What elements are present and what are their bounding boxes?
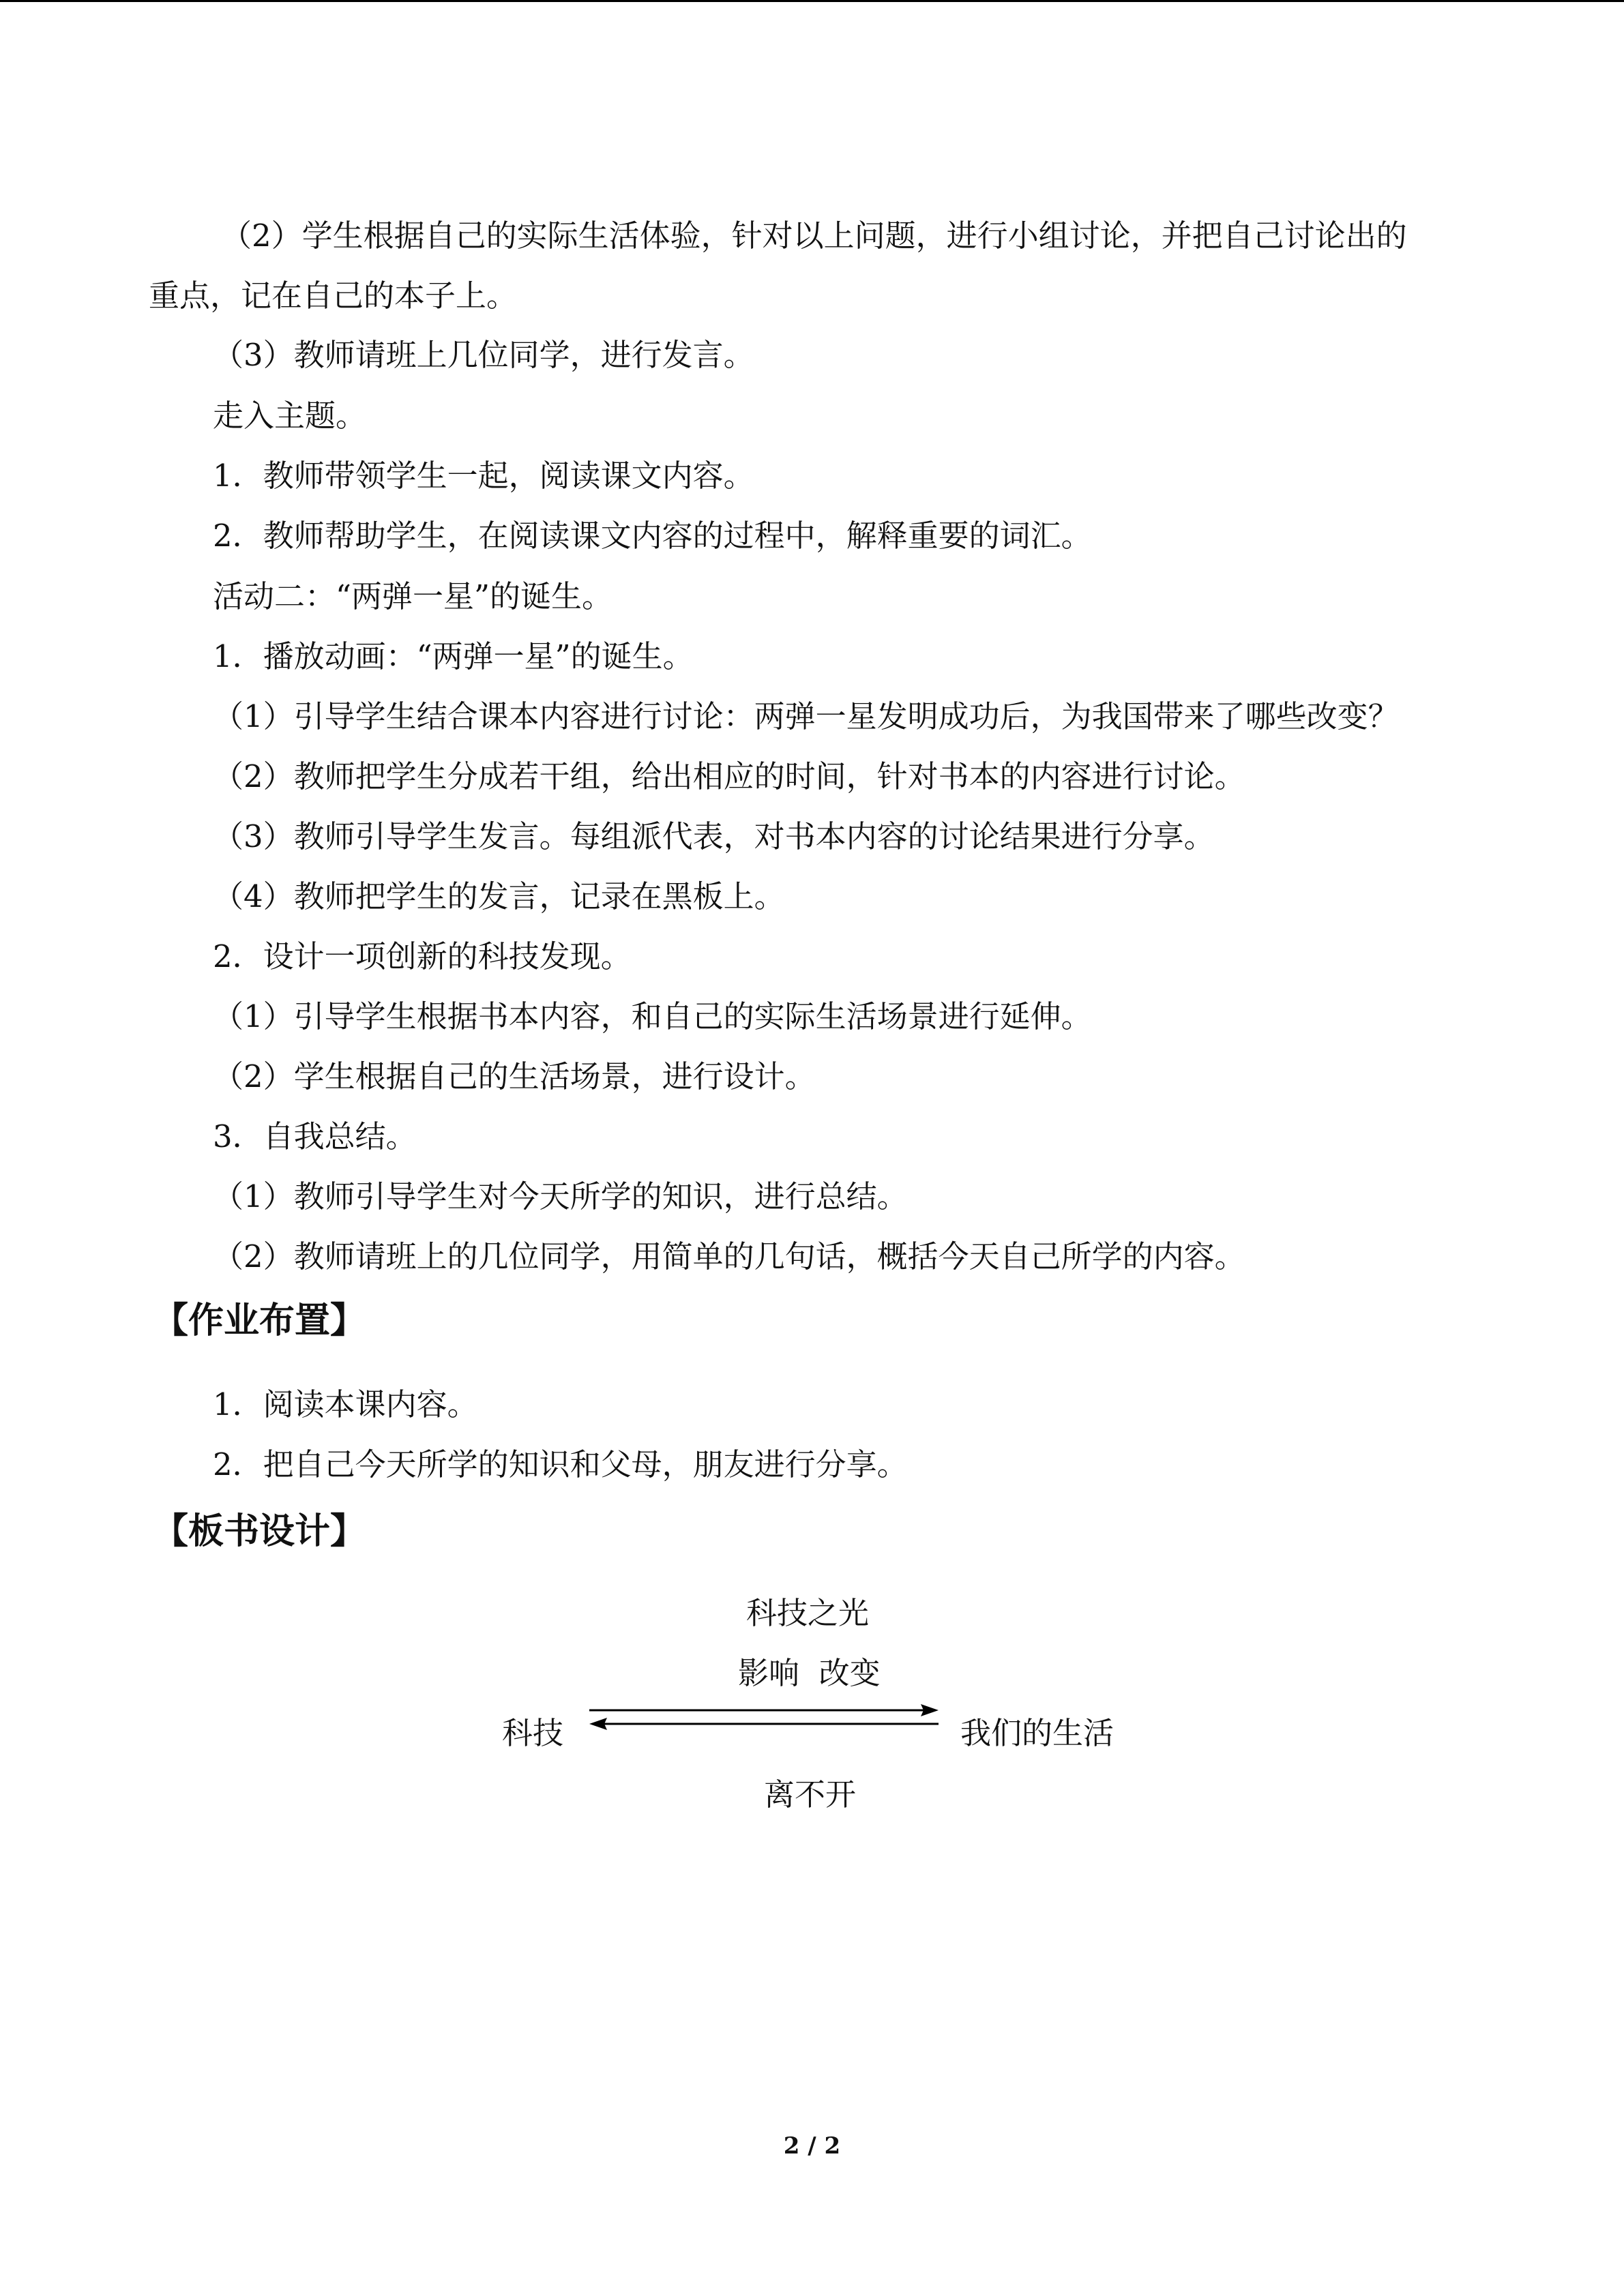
- paragraph-line: 活动二：“两弹一星”的诞生。: [213, 578, 613, 614]
- paragraph-line: 3．自我总结。: [213, 1118, 417, 1154]
- paragraph-line: 1．播放动画：“两弹一星”的诞生。: [213, 638, 694, 674]
- board-below-label: 离不开: [764, 1776, 857, 1813]
- paragraph-line: （1）引导学生结合课本内容进行讨论：两弹一星发明成功后，为我国带来了哪些改变？: [213, 698, 1399, 734]
- board-design-heading: 【板书设计】: [153, 1511, 366, 1552]
- paragraph-line: （1）引导学生根据书本内容，和自己的实际生活场景进行延伸。: [213, 998, 1092, 1034]
- board-left-term: 科技: [502, 1715, 564, 1751]
- paragraph-line: （1）教师引导学生对今天所学的知识，进行总结。: [213, 1178, 908, 1214]
- paragraph-line: 2．教师帮助学生，在阅读课文内容的过程中，解释重要的词汇。: [213, 518, 1092, 554]
- paragraph-line: （4）教师把学生的发言，记录在黑板上。: [213, 878, 785, 914]
- paragraph-line: 走入主题。: [213, 398, 367, 434]
- paragraph-line: （3）教师引导学生发言。每组派代表，对书本内容的讨论结果进行分享。: [213, 818, 1215, 854]
- homework-item: 2．把自己今天所学的知识和父母，朋友进行分享。: [213, 1446, 908, 1482]
- paragraph-line: （2）教师把学生分成若干组，给出相应的时间，针对书本的内容进行讨论。: [213, 758, 1245, 794]
- page-top-border: [0, 0, 1624, 2]
- homework-item: 1．阅读本课内容。: [213, 1386, 478, 1422]
- paragraph-line: 重点，记在自己的本子上。: [149, 278, 518, 314]
- paragraph-line: 2．设计一项创新的科技发现。: [213, 938, 632, 974]
- page-number: 2 / 2: [783, 2132, 841, 2160]
- paragraph-line: （2）教师请班上的几位同学，用简单的几句话，概括今天自己所学的内容。: [213, 1238, 1245, 1274]
- paragraph-line: （2）学生根据自己的生活场景，进行设计。: [213, 1058, 816, 1094]
- paragraph-line: 1．教师带领学生一起，阅读课文内容。: [213, 458, 754, 494]
- homework-heading: 【作业布置】: [153, 1300, 366, 1341]
- board-title: 科技之光: [746, 1595, 870, 1631]
- double-arrow-icon: [587, 1702, 941, 1732]
- board-arrow-label: 影响 改变: [738, 1655, 881, 1691]
- paragraph-line: （3）教师请班上几位同学，进行发言。: [213, 337, 754, 373]
- board-right-term: 我们的生活: [960, 1715, 1114, 1751]
- paragraph-line: （2）学生根据自己的实际生活体验，针对以上问题，进行小组讨论，并把自己讨论出的: [221, 218, 1407, 254]
